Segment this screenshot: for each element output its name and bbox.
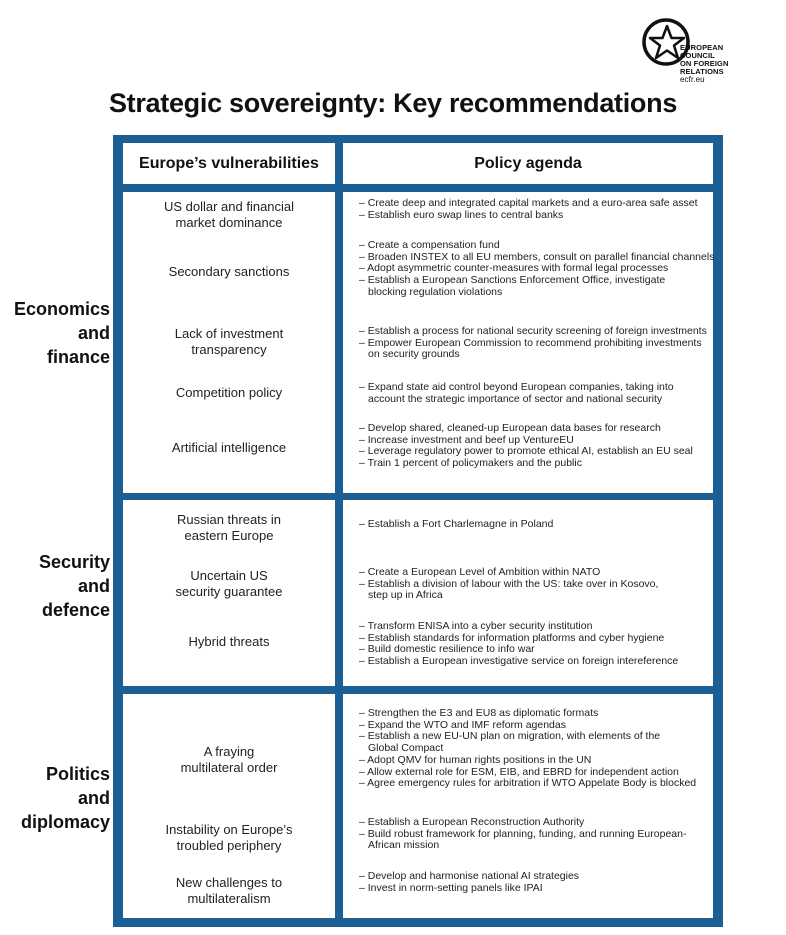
recommendations-table xyxy=(113,135,723,927)
policy-item: – Invest in norm-setting panels like IPAI xyxy=(359,881,543,894)
policy-item: – Establish euro swap lines to central banks xyxy=(359,208,564,221)
section-label-line: diplomacy xyxy=(20,812,110,832)
policy-list xyxy=(359,198,704,221)
section-politics-vulnerabilities xyxy=(123,694,335,918)
vulnerability-item xyxy=(123,512,335,544)
policy-item: – Establish a European Reconstruction Authority xyxy=(359,816,585,828)
section-label-line: Security xyxy=(38,552,110,572)
vulnerability-line: Uncertain US xyxy=(190,568,268,583)
section-label-line: Politics xyxy=(45,764,110,784)
policy-item: – Establish a new EU-UN plan on migration, with elements of the Global Compact xyxy=(359,730,661,755)
policy-item: – Establish a division of labour with the US: take over in Kosovo, step up in Africa xyxy=(359,577,659,602)
vulnerability-line: eastern Europe xyxy=(184,528,274,543)
policy-item: – Broaden INSTEX to all EU members, consult on parallel financial channels xyxy=(359,250,715,263)
vulnerability-line: troubled periphery xyxy=(176,838,282,853)
vulnerability-line: multilateralism xyxy=(187,891,271,906)
vulnerability-line: A fraying xyxy=(203,744,255,759)
policy-item: – Allow external role for ESM, EIB, and EBRD for independent action xyxy=(359,765,679,778)
vulnerability-item xyxy=(123,385,335,401)
policy-item: – Create deep and integrated capital markets and a euro-area safe asset xyxy=(359,197,698,209)
policy-item: – Establish a Fort Charlemagne in Poland xyxy=(359,518,554,530)
header-vulnerabilities: Europe’s vulnerabilities xyxy=(123,143,335,184)
vulnerability-line: security guarantee xyxy=(175,584,283,599)
policy-item: – Train 1 percent of policymakers and the public xyxy=(359,457,582,470)
policy-list xyxy=(359,382,694,405)
policy-item: – Adopt asymmetric counter-measures with formal legal processes xyxy=(359,262,669,275)
vulnerability-item xyxy=(123,822,335,854)
vulnerability-line: transparency xyxy=(191,342,267,357)
section-label-line: defence xyxy=(41,600,110,620)
header-policy-agenda: Policy agenda xyxy=(343,143,713,184)
section-label-security xyxy=(2,550,110,622)
section-label-economics xyxy=(2,297,110,369)
vulnerability-item xyxy=(123,199,335,231)
vulnerability-line: Secondary sanctions xyxy=(168,264,290,279)
policy-item: – Establish a European investigative service on foreign intereference xyxy=(359,655,679,668)
policy-item: – Build domestic resilience to info war xyxy=(359,643,535,656)
section-label-line: finance xyxy=(46,347,110,367)
policy-item: – Adopt QMV for human rights positions in the UN xyxy=(359,753,592,766)
policy-list xyxy=(359,519,719,531)
vulnerability-item xyxy=(123,875,335,907)
policy-item: – Develop and harmonise national AI strategies xyxy=(359,870,580,882)
policy-item: – Create a compensation fund xyxy=(359,239,500,251)
vulnerability-line: Russian threats in xyxy=(176,512,282,527)
vulnerability-line: market dominance xyxy=(175,215,283,230)
policy-list xyxy=(359,326,714,361)
logo-line: EUROPEAN xyxy=(680,43,724,52)
policy-list xyxy=(359,423,719,470)
policy-list xyxy=(359,871,719,894)
vulnerability-item xyxy=(123,744,335,776)
policy-item: – Build robust framework for planning, funding, and running European-African mission xyxy=(359,827,687,852)
policy-item: – Create a European Level of Ambition within NATO xyxy=(359,566,601,578)
section-label-line: and xyxy=(77,576,110,596)
vulnerability-line: US dollar and financial xyxy=(163,199,295,214)
vulnerability-line: Artificial intelligence xyxy=(171,440,287,455)
policy-list xyxy=(359,240,719,299)
policy-item: – Leverage regulatory power to promote ethical AI, establish an EU seal xyxy=(359,445,693,458)
policy-item: – Establish a process for national security screening of foreign investments xyxy=(359,325,707,337)
vulnerability-item xyxy=(123,326,335,358)
logo-line: COUNCIL xyxy=(680,51,715,60)
vulnerability-line: New challenges to xyxy=(175,875,283,890)
logo-text xyxy=(680,44,729,84)
section-economics-policies xyxy=(343,192,713,493)
policy-list xyxy=(359,817,689,852)
section-security-vulnerabilities xyxy=(123,500,335,686)
section-label-line: and xyxy=(77,323,110,343)
section-politics-policies xyxy=(343,694,713,918)
section-label-line: Economics xyxy=(13,299,110,319)
logo-line: ON FOREIGN xyxy=(680,59,729,68)
vulnerability-line: Lack of investment xyxy=(174,326,284,341)
policy-item: – Develop shared, cleaned-up European data bases for research xyxy=(359,422,661,434)
logo-line: RELATIONS xyxy=(680,67,724,76)
policy-list xyxy=(359,708,714,790)
section-economics-vulnerabilities xyxy=(123,192,335,493)
vulnerability-line: Instability on Europe’s xyxy=(165,822,293,837)
section-label-politics xyxy=(2,762,110,834)
policy-item: – Expand the WTO and IMF reform agendas xyxy=(359,718,566,731)
section-label-line: and xyxy=(77,788,110,808)
policy-item: – Strengthen the E3 and EU8 as diplomatic formats xyxy=(359,707,599,719)
policy-item: – Expand state aid control beyond European companies, taking into account the strategic importance of sector and national security xyxy=(359,381,674,405)
policy-item: – Increase investment and beef up VentureEU xyxy=(359,433,574,446)
page-title: Strategic sovereignty: Key recommendations xyxy=(108,88,678,118)
policy-item: – Establish standards for information platforms and cyber hygiene xyxy=(359,631,665,644)
policy-item: – Establish a European Sanctions Enforcement Office, investigate blocking regulation violations xyxy=(359,274,666,298)
vulnerability-line: Hybrid threats xyxy=(188,634,270,649)
section-security-policies xyxy=(343,500,713,686)
policy-item: – Agree emergency rules for arbitration if WTO Appelate Body is blocked xyxy=(359,777,697,790)
logo-star-icon xyxy=(650,26,684,58)
policy-list xyxy=(359,567,669,602)
vulnerability-item xyxy=(123,634,335,650)
vulnerability-line: Competition policy xyxy=(175,385,283,400)
vulnerability-item xyxy=(123,440,335,456)
policy-list xyxy=(359,621,719,668)
logo-site: ecfr.eu xyxy=(680,75,705,84)
vulnerability-item xyxy=(123,264,335,280)
vulnerability-line: multilateral order xyxy=(180,760,278,775)
policy-item: – Empower European Commission to recommend prohibiting investments on security grounds xyxy=(359,336,702,361)
vulnerability-item xyxy=(123,568,335,600)
policy-item: – Transform ENISA into a cyber security institution xyxy=(359,620,593,632)
